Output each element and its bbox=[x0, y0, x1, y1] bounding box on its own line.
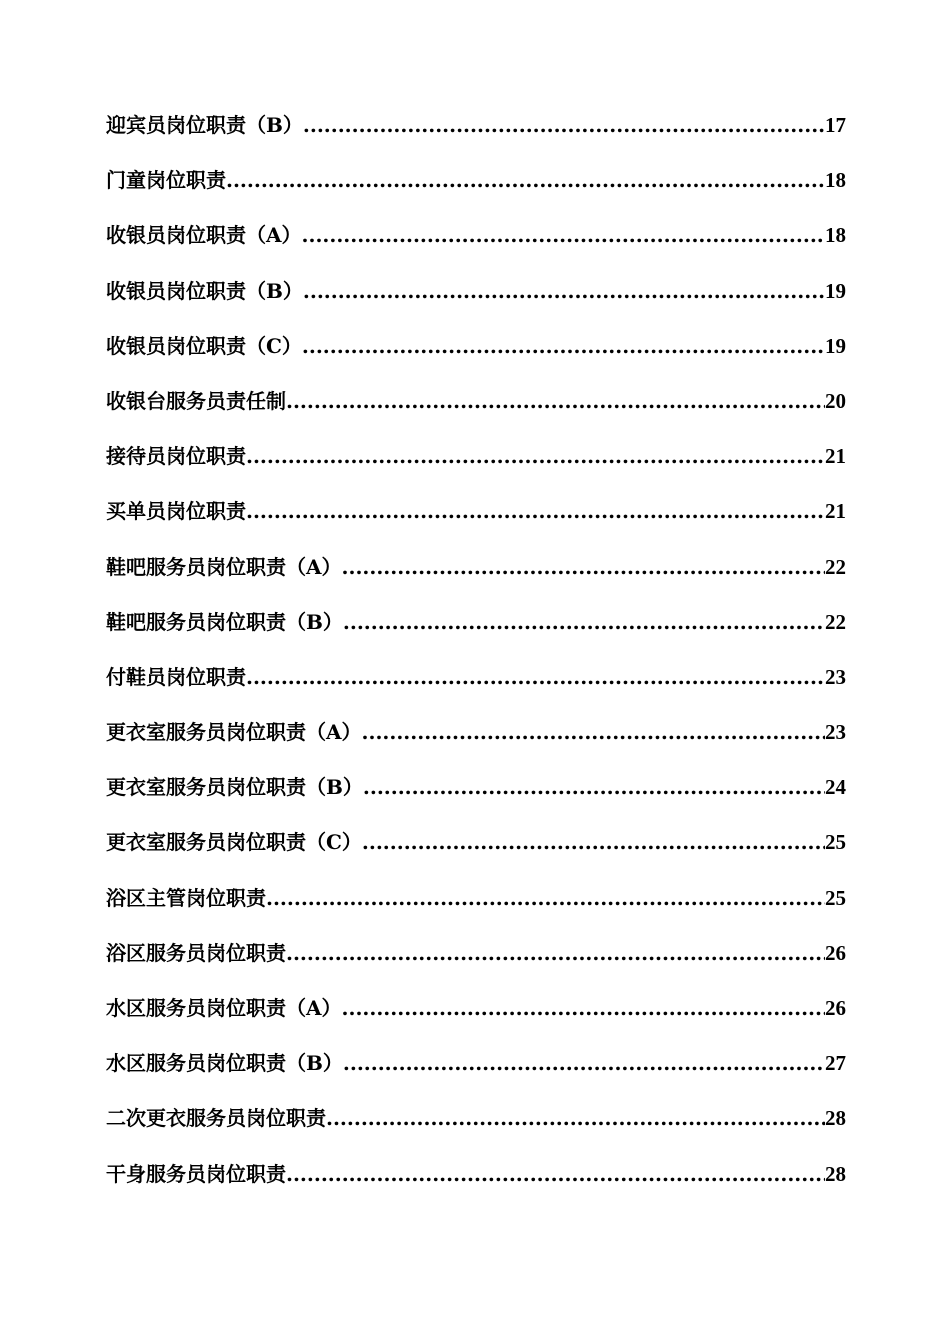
toc-entry[interactable] bbox=[106, 936, 846, 991]
toc-dot-leader bbox=[303, 274, 825, 308]
toc-entry-title: 付鞋员岗位职责 bbox=[106, 664, 246, 689]
toc-entry[interactable] bbox=[106, 494, 846, 549]
toc-entry-page: 27 bbox=[825, 1051, 846, 1076]
toc-dot-leader bbox=[362, 715, 825, 749]
toc-dot-leader bbox=[286, 1157, 825, 1191]
toc-entry-title: 收银员岗位职责（B） bbox=[106, 278, 303, 303]
toc-entry-page: 23 bbox=[825, 720, 846, 745]
toc-entry-title: 浴区服务员岗位职责 bbox=[106, 940, 286, 965]
toc-entry-title: 买单员岗位职责 bbox=[106, 499, 246, 524]
toc-entry-page: 28 bbox=[825, 1106, 846, 1131]
toc-dot-leader bbox=[343, 605, 825, 639]
toc-dot-leader bbox=[342, 550, 825, 584]
toc-entry[interactable] bbox=[106, 881, 846, 936]
toc-entry[interactable] bbox=[106, 218, 846, 273]
toc-dot-leader bbox=[246, 494, 825, 528]
toc-entry[interactable] bbox=[106, 660, 846, 715]
toc-entry-title: 水区服务员岗位职责（A） bbox=[106, 996, 342, 1020]
toc-entry-title: 鞋吧服务员岗位职责（B） bbox=[106, 609, 343, 634]
toc-entry-page: 22 bbox=[825, 609, 846, 634]
toc-dot-leader bbox=[363, 770, 825, 804]
toc-entry-title: 收银台服务员责任制 bbox=[106, 388, 286, 413]
toc-entry-page: 24 bbox=[825, 775, 846, 800]
toc-dot-leader bbox=[342, 991, 825, 1025]
toc-entry[interactable] bbox=[106, 715, 846, 770]
toc-dot-leader bbox=[302, 218, 825, 252]
toc-entry[interactable] bbox=[106, 1101, 846, 1156]
toc-entry-title: 浴区主管岗位职责 bbox=[106, 885, 266, 910]
toc-entry-title: 收银员岗位职责（C） bbox=[106, 333, 302, 358]
toc-entry-title: 干身服务员岗位职责 bbox=[106, 1161, 286, 1186]
toc-entry[interactable] bbox=[106, 605, 846, 660]
toc-entry-title: 收银员岗位职责（A） bbox=[106, 223, 302, 248]
toc-dot-leader bbox=[246, 439, 825, 473]
toc-entry[interactable] bbox=[106, 274, 846, 329]
toc-entry-page: 18 bbox=[825, 223, 846, 248]
toc-entry-page: 21 bbox=[825, 499, 846, 524]
toc-entry[interactable] bbox=[106, 384, 846, 439]
toc-entry[interactable] bbox=[106, 1157, 846, 1212]
toc-entry[interactable] bbox=[106, 108, 846, 163]
toc-entry-page: 25 bbox=[825, 830, 846, 855]
toc-entry-page: 17 bbox=[825, 113, 846, 137]
toc-entry-title: 二次更衣服务员岗位职责 bbox=[106, 1106, 326, 1131]
toc-entry-page: 26 bbox=[825, 940, 846, 965]
toc-entry[interactable] bbox=[106, 329, 846, 384]
toc-entry[interactable] bbox=[106, 439, 846, 494]
toc-dot-leader bbox=[226, 163, 825, 197]
toc-entry[interactable] bbox=[106, 550, 846, 605]
toc-entry-page: 26 bbox=[825, 996, 846, 1020]
toc-dot-leader bbox=[246, 660, 825, 694]
toc-dot-leader bbox=[286, 384, 825, 418]
toc-entry[interactable] bbox=[106, 991, 846, 1046]
table-of-contents bbox=[106, 108, 846, 1212]
toc-entry-page: 28 bbox=[825, 1161, 846, 1186]
toc-entry-page: 23 bbox=[825, 664, 846, 689]
toc-entry[interactable] bbox=[106, 1046, 846, 1101]
toc-entry-title: 水区服务员岗位职责（B） bbox=[106, 1051, 343, 1076]
toc-entry[interactable] bbox=[106, 163, 846, 218]
toc-dot-leader bbox=[302, 329, 825, 363]
toc-entry[interactable] bbox=[106, 825, 846, 880]
toc-entry-page: 22 bbox=[825, 554, 846, 579]
toc-entry-page: 19 bbox=[825, 278, 846, 303]
toc-entry-page: 19 bbox=[825, 333, 846, 358]
toc-entry-page: 25 bbox=[825, 885, 846, 910]
toc-entry-title: 门童岗位职责 bbox=[106, 168, 226, 193]
toc-entry-title: 接待员岗位职责 bbox=[106, 444, 246, 469]
toc-dot-leader bbox=[286, 936, 825, 970]
toc-entry-page: 21 bbox=[825, 444, 846, 469]
toc-entry-title: 鞋吧服务员岗位职责（A） bbox=[106, 554, 342, 579]
toc-dot-leader bbox=[303, 108, 825, 142]
toc-entry-page: 20 bbox=[825, 388, 846, 413]
toc-dot-leader bbox=[326, 1101, 825, 1135]
toc-entry[interactable] bbox=[106, 770, 846, 825]
toc-entry-title: 更衣室服务员岗位职责（B） bbox=[106, 775, 363, 800]
toc-entry-page: 18 bbox=[825, 168, 846, 193]
toc-dot-leader bbox=[362, 825, 825, 859]
toc-entry-title: 迎宾员岗位职责（B） bbox=[106, 113, 303, 137]
toc-dot-leader bbox=[266, 881, 825, 915]
toc-entry-title: 更衣室服务员岗位职责（C） bbox=[106, 830, 362, 855]
toc-dot-leader bbox=[343, 1046, 825, 1080]
toc-entry-title: 更衣室服务员岗位职责（A） bbox=[106, 720, 362, 745]
